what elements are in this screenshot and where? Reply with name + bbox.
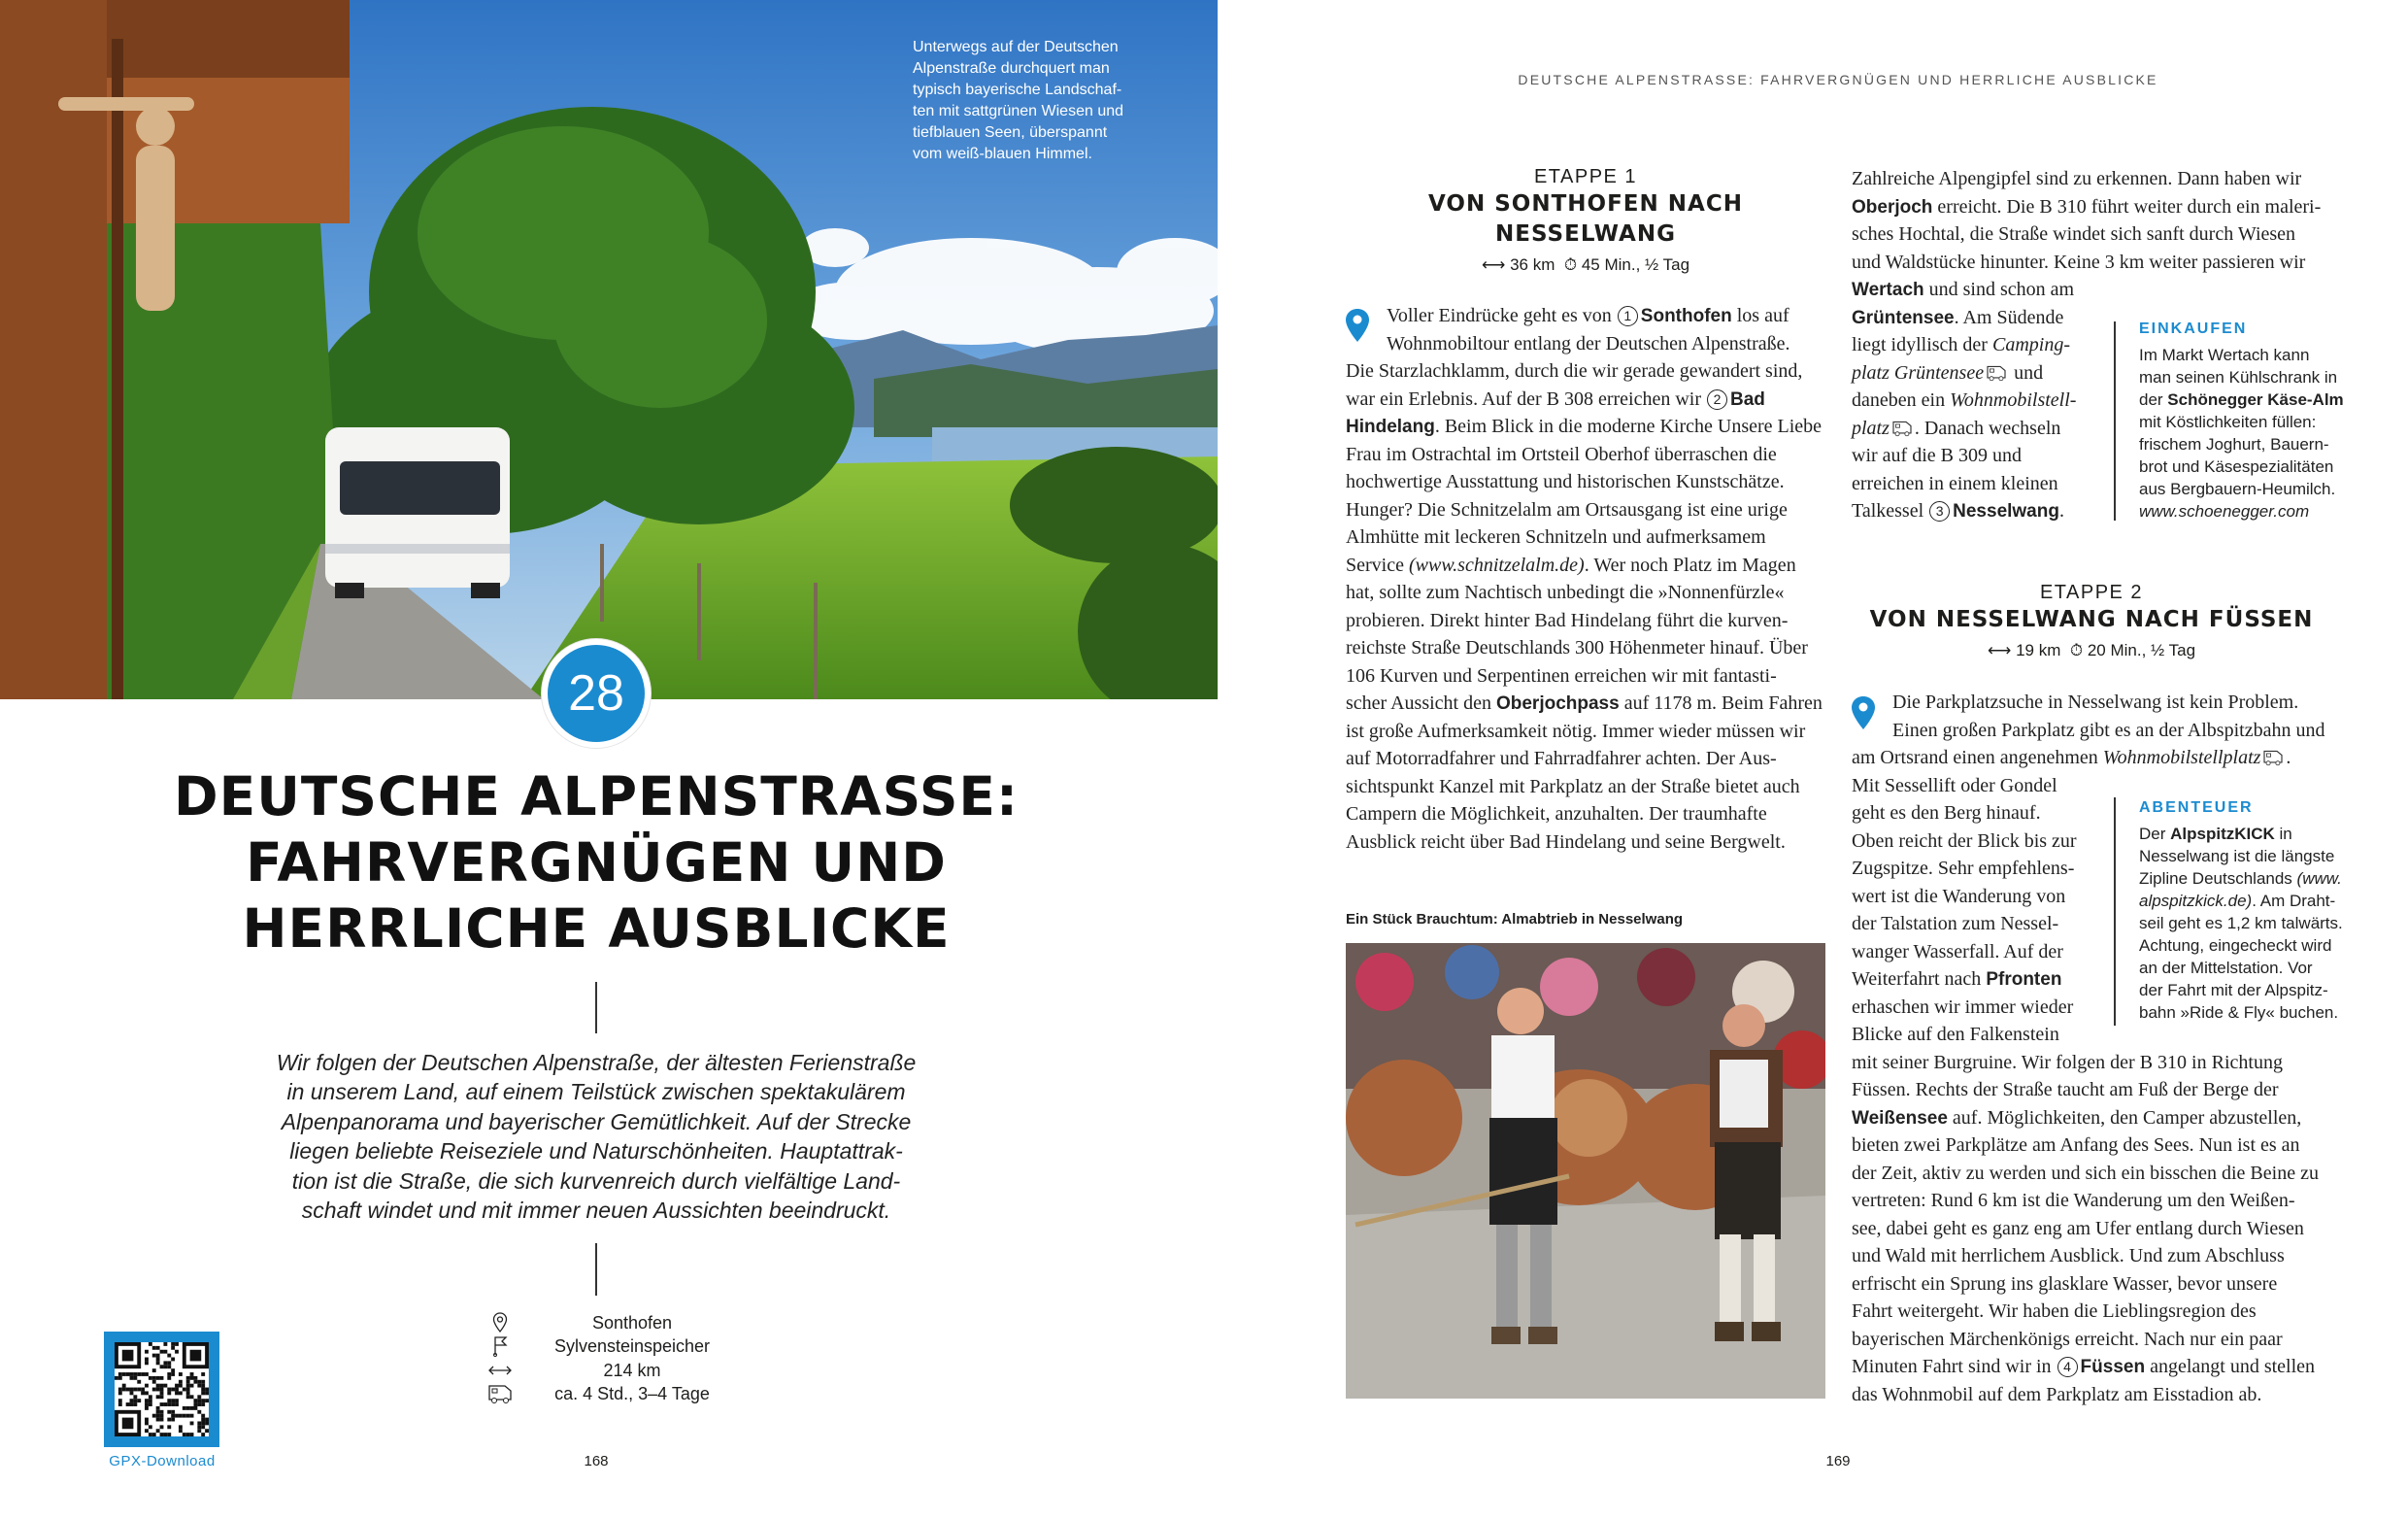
italic-text: platz <box>1852 417 1890 439</box>
intro-line: tion ist die Straße, die sich kurvenreich durch vielfältige Land- <box>291 1167 901 1194</box>
text-line <box>1852 193 2337 221</box>
text-run: Weiterfahrt nach <box>1852 968 1987 990</box>
text-line <box>1346 579 1831 607</box>
text-run: Einen großen Parkplatz gibt es an der Albspitzbahn und <box>1892 719 2325 741</box>
text-line <box>1346 607 1831 635</box>
text-line <box>1346 690 1831 718</box>
text-run: Zahlreiche Alpengipfel sind zu erkennen. Dann haben wir <box>1852 168 2302 189</box>
italic-text: Wohnmobilstell- <box>1950 389 2077 411</box>
bold-place-name: Hindelang <box>1346 417 1435 437</box>
text-run: bieten zwei Parkplätze am Anfang des Sees. Nun ist es an <box>1852 1134 2300 1156</box>
running-head: DEUTSCHE ALPENSTRASSE: FAHRVERGNÜGEN UND HERRLICHE AUSBLICKE <box>1518 72 2158 87</box>
text-run: Wohnmobiltour entlang der Deutschen Alpenstraße. <box>1387 332 1790 354</box>
title-line: HERRLICHE AUSBLICKE <box>242 897 951 960</box>
text-run: Hunger? Die Schnitzelalm am Ortsausgang ist eine urige <box>1346 498 1788 521</box>
text-line <box>1346 523 1831 552</box>
sidebar-shopping <box>2139 321 2343 523</box>
total-distance: 214 km <box>603 1360 661 1380</box>
text-run: . Danach wechseln <box>1914 417 2061 439</box>
text-run: reichste Straße Deutschlands 300 Höhenmeter hinauf. Über <box>1346 637 1808 658</box>
text-line <box>1346 745 1831 773</box>
photo-caption: Ein Stück Brauchtum: Almabtrieb in Nesselwang <box>1346 911 1684 928</box>
text-run: Service <box>1346 554 1409 576</box>
start-location: Sonthofen <box>591 1313 673 1333</box>
qr-code-pattern <box>115 1342 209 1436</box>
sidebar-heading: ABENTEUER <box>2139 799 2254 816</box>
text-line <box>1852 1104 2347 1132</box>
text-run: Campern die Möglichkeit, anzuhalten. Der traumhafte <box>1346 803 1767 825</box>
bold-place-name: Wertach <box>1852 280 1924 300</box>
text-run: . Am Draht- <box>2252 892 2336 910</box>
text-line <box>1852 744 2347 772</box>
text-run: erreicht. Die B 310 führt weiter durch ein maleri- <box>1932 195 2322 218</box>
text-run: der Zeit, aktiv zu werden und sich ein bisschen die Beine zu <box>1852 1162 2319 1184</box>
text-run: probieren. Direkt hinter Bad Hindelang führt die kurven- <box>1346 609 1789 631</box>
text-run: Blicke auf den Falkenstein <box>1852 1024 2059 1045</box>
text-line <box>1852 1021 2347 1049</box>
gpx-download-link[interactable]: GPX-Download <box>109 1453 216 1469</box>
text-run: der <box>2139 390 2168 409</box>
info-duration <box>485 1382 738 1405</box>
text-line <box>1852 1187 2347 1215</box>
text-line <box>2139 500 2343 523</box>
text-line <box>2139 344 2343 366</box>
text-line <box>1346 413 1831 441</box>
text-run: mit Köstlichkeiten füllen: <box>2139 413 2317 431</box>
text-run: wir auf die B 309 und <box>1852 445 2022 466</box>
italic-text: platz Grüntensee <box>1852 361 1985 384</box>
stop-number-marker: 1 <box>1618 306 1638 326</box>
text-line <box>1346 662 1831 691</box>
text-line <box>2139 823 2343 845</box>
text-line <box>1852 1381 2347 1409</box>
text-line <box>1346 496 1831 524</box>
etappe-1-text <box>1346 302 1831 856</box>
bold-place-name: Oberjoch <box>1852 196 1933 218</box>
italic-text: Wohnmobilstellplatz <box>2102 747 2261 768</box>
text-run: Zipline Deutschlands <box>2139 869 2297 888</box>
caption-line: typisch bayerische Landschaf- <box>913 82 1122 98</box>
bold-place-name: Grüntensee <box>1852 307 1955 328</box>
text-run: das Wohnmobil auf dem Parkplatz am Eisstadion ab. <box>1852 1383 2262 1405</box>
text-run: Mit Sessellift oder Gondel <box>1852 774 2057 796</box>
text-line <box>2139 456 2343 478</box>
text-line <box>2139 845 2343 867</box>
text-line <box>1852 1353 2347 1381</box>
text-line <box>2139 411 2343 433</box>
text-run: mit seiner Burgruine. Wir folgen der B 310 in Richtung <box>1852 1051 2283 1073</box>
text-line <box>1346 302 1831 330</box>
text-line <box>1852 1076 2347 1104</box>
etappe-heading: NESSELWANG <box>1495 221 1676 247</box>
text-line <box>1852 1326 2347 1354</box>
italic-text: (www. <box>2296 869 2342 888</box>
caption-line: Unterwegs auf der Deutschen <box>913 39 1119 55</box>
sidebar-divider <box>2114 321 2116 521</box>
text-line <box>1346 552 1831 580</box>
text-run: erhaschen wir immer wieder <box>1852 996 2074 1018</box>
italic-text: (www.schnitzelalm.de) <box>1408 554 1585 576</box>
etappe-distance: 36 km <box>1510 255 1555 274</box>
text-run: Voller Eindrücke geht es von <box>1387 305 1617 326</box>
etappe-2-text <box>1852 689 2347 1408</box>
tour-info <box>485 1311 738 1405</box>
text-line <box>1346 634 1831 662</box>
etappe-heading: VON SONTHOFEN NACH <box>1428 191 1743 217</box>
text-run: Nesselwang ist die längste <box>2139 847 2335 865</box>
text-line <box>1346 718 1831 746</box>
text-run: aus Bergbauern-Heumilch. <box>2139 480 2336 498</box>
text-run: Minuten Fahrt sind wir in <box>1852 1356 2057 1377</box>
text-run: in <box>2274 825 2292 843</box>
text-run: sches Hochtal, die Straße windet sich sanft durch Wiesen <box>1852 223 2296 245</box>
text-run: vertreten: Rund 6 km ist die Wanderung um den Weißen- <box>1852 1190 2295 1211</box>
text-line <box>1346 330 1831 358</box>
text-line <box>1852 1298 2347 1326</box>
text-run: . Wer noch Platz im Magen <box>1584 554 1796 576</box>
stopwatch-icon: ⏱ <box>1563 255 1578 274</box>
bold-place-name: Füssen <box>2080 1357 2146 1377</box>
intro-text <box>208 1048 985 1225</box>
divider <box>595 1243 597 1296</box>
text-run: daneben ein <box>1852 389 1951 411</box>
end-location: Sylvensteinspeicher <box>553 1336 711 1357</box>
text-line <box>1852 772 2347 800</box>
sidebar-divider <box>2114 797 2116 1026</box>
hero-photo-caption <box>913 37 1204 165</box>
text-run: und Wald mit herrlichem Ausblick. Und zum Abschluss <box>1852 1245 2285 1266</box>
text-run: der Fahrt mit der Alpspitz- <box>2139 981 2328 999</box>
text-run: . Beim Blick in die moderne Kirche Unsere Liebe <box>1434 416 1823 437</box>
text-run: . <box>2286 747 2291 768</box>
text-run: . <box>2058 500 2064 522</box>
text-run: auf Motorradfahrer und Fahrradfahrer achten. Der Aus- <box>1346 748 1777 769</box>
text-run: und Waldstücke hinunter. Keine 3 km weiter passieren wir <box>1852 251 2306 273</box>
text-run: der Talstation zum Nessel- <box>1852 913 2059 934</box>
text-line <box>1852 249 2337 277</box>
text-line <box>1852 1160 2347 1188</box>
stop-number-marker: 4 <box>2057 1357 2078 1377</box>
text-run: see, dabei geht es ganz eng am Ufer entlang durch Wiesen <box>1852 1217 2304 1239</box>
text-run: 106 Kurven und Serpentinen erreichen wir mit fantasti- <box>1346 664 1777 687</box>
etappe-label: ETAPPE 1 <box>1533 166 1638 187</box>
text-run: sichtspunkt Kanzel mit Parkplatz an der Straße bietet auch <box>1346 775 1800 797</box>
text-line <box>1852 1049 2347 1077</box>
page-number-left: 168 <box>584 1453 609 1469</box>
etappe-meta <box>1346 253 1825 277</box>
text-run: an der Mittelstation. Vor <box>2139 959 2313 977</box>
text-run: Der <box>2139 825 2171 843</box>
caption-line: tiefblauen Seen, überspannt <box>913 124 1108 141</box>
distance-arrow-icon: ⟷ <box>1481 255 1506 274</box>
text-run: bahn »Ride & Fly« buchen. <box>2139 1003 2339 1022</box>
text-run: Zugspitze. Sehr empfehlens- <box>1852 858 2075 879</box>
text-run: hat, sollte zum Nachtisch unbedingt die »Nonnenfürzle« <box>1346 582 1785 603</box>
text-line <box>1852 1270 2347 1299</box>
camper-van <box>325 427 510 598</box>
italic-text: www.schoenegger.com <box>2139 502 2310 521</box>
text-line <box>1346 357 1831 386</box>
text-line <box>1852 165 2337 193</box>
text-run: wanger Wasserfall. Auf der <box>1852 940 2063 962</box>
etappe-time: 20 Min., ½ Tag <box>2087 641 2196 659</box>
text-run: war ein Erlebnis. Auf der B 308 erreichen wir <box>1346 388 1706 410</box>
title-line: DEUTSCHE ALPENSTRASSE: <box>173 765 1019 827</box>
text-run: Fahrt weitergeht. Wir haben die Lieblingsregion des <box>1852 1300 2257 1322</box>
caption-line: vom weiß-blauen Himmel. <box>913 146 1092 162</box>
text-run: scher Aussicht den <box>1346 692 1496 714</box>
bold-place-name: Weißensee <box>1852 1107 1948 1129</box>
duration: ca. 4 Std., 3–4 Tage <box>554 1383 710 1403</box>
distance-arrow-icon: ⟷ <box>1987 641 2012 659</box>
text-run: Die Starzlachklamm, durch die wir gerade gewandert sind, <box>1346 360 1803 382</box>
text-line <box>1346 441 1831 469</box>
text-run: am Ortsrand einen angenehmen <box>1852 747 2103 768</box>
text-run: und sind schon am <box>1923 279 2075 300</box>
text-line <box>1852 689 2347 717</box>
etappe-label: ETAPPE 2 <box>2039 582 2144 603</box>
etappe-2-header <box>1852 580 2331 662</box>
campsite-icon <box>1986 364 2007 382</box>
text-run: auf. Möglichkeiten, den Camper abzustellen, <box>1947 1106 2302 1129</box>
text-line <box>2139 890 2343 912</box>
text-run: frischem Joghurt, Bauern- <box>2139 435 2329 454</box>
location-pin-icon <box>485 1311 515 1334</box>
text-line <box>2139 979 2343 1001</box>
text-line <box>1852 220 2337 249</box>
stop-number-marker: 2 <box>1707 389 1727 410</box>
intro-line: Wir folgen der Deutschen Alpenstraße, der ältesten Ferienstraße <box>276 1050 917 1075</box>
text-run: wert ist die Wanderung von <box>1852 885 2066 907</box>
text-run: Talkessel <box>1852 500 1929 522</box>
info-end <box>485 1334 738 1358</box>
text-line <box>2139 478 2343 500</box>
text-run: Oben reicht der Blick bis zur <box>1852 829 2077 852</box>
chapter-title <box>111 763 1082 962</box>
stopwatch-icon: ⏱ <box>2069 641 2084 659</box>
text-run: erfrischt ein Sprung ins glasklare Wasser, bevor unsere <box>1852 1272 2278 1295</box>
text-line <box>1852 717 2347 745</box>
text-line <box>2139 1001 2343 1024</box>
intro-line: schaft windet und mit immer neuen Aussichten beeindruckt. <box>301 1198 891 1224</box>
text-run: und <box>2009 361 2044 384</box>
finish-flag-icon <box>485 1334 515 1358</box>
text-run: Die Parkplatzsuche in Nesselwang ist kein Problem. <box>1892 692 2299 713</box>
text-run: . Am Südende <box>1954 306 2064 328</box>
text-run: man seinen Kühlschrank in <box>2139 368 2338 387</box>
text-line <box>2139 912 2343 934</box>
text-line <box>2139 433 2343 456</box>
text-line <box>1852 1131 2347 1160</box>
text-line <box>2139 388 2343 411</box>
text-run: liegt idyllisch der <box>1852 334 1992 355</box>
gpx-qr-code[interactable] <box>104 1332 219 1447</box>
text-line <box>1852 1242 2347 1270</box>
text-line <box>1346 386 1831 414</box>
bold-place-name: Bad <box>1730 388 1765 410</box>
bold-place-name: AlpspitzKICK <box>2170 825 2275 843</box>
tour-number-badge <box>542 639 651 748</box>
bold-place-name: Schönegger Käse-Alm <box>2167 390 2344 409</box>
text-line <box>1852 1215 2347 1243</box>
info-start <box>485 1311 738 1334</box>
text-run: los auf <box>1731 305 1789 326</box>
text-line <box>2139 957 2343 979</box>
intro-line: liegen beliebte Reiseziele und Naturschönheiten. Hauptattrak- <box>289 1138 903 1165</box>
text-run: erreichen in einem kleinen <box>1852 472 2058 494</box>
caption-line: ten mit sattgrünen Wiesen und <box>913 103 1124 119</box>
info-distance <box>485 1359 738 1382</box>
text-line <box>2139 934 2343 957</box>
intro-line: Alpenpanorama und bayerischer Gemütlichkeit. Auf der Strecke <box>281 1108 912 1134</box>
text-line <box>1346 800 1831 828</box>
bold-place-name: Pfronten <box>1986 969 2062 990</box>
text-run: ist große Aufmerksamkeit nötig. Immer wieder müssen wir <box>1346 720 1806 742</box>
text-line <box>1346 773 1831 801</box>
text-run: Ausblick reicht über Bad Hindelang und seine Bergwelt. <box>1346 830 1786 853</box>
italic-text: Camping- <box>1991 334 2070 355</box>
text-run: Füssen. Rechts der Straße taucht am Fuß der Berge der <box>1852 1079 2279 1100</box>
sidebar-adventure <box>2139 799 2343 1024</box>
text-run: seil geht es 1,2 km talwärts. <box>2139 914 2343 932</box>
text-run: bayerischen Märchenkönigs erreicht. Nach nur ein paar <box>1852 1328 2283 1350</box>
text-line <box>1346 828 1831 857</box>
caption-line: Alpenstraße durchquert man <box>913 60 1110 77</box>
text-run: hochwertige Ausstattung und historischen Kunstschätze. <box>1346 471 1785 492</box>
etappe-distance: 19 km <box>2016 641 2061 659</box>
stop-number-marker: 3 <box>1929 501 1950 522</box>
text-line <box>2139 366 2343 388</box>
photo-cattle-drive <box>1346 943 1825 1399</box>
page-number-right: 169 <box>1825 1453 1851 1469</box>
text-line <box>2139 867 2343 890</box>
text-run: Achtung, eingecheckt wird <box>2139 936 2332 955</box>
etappe-meta <box>1852 639 2331 662</box>
text-run: Im Markt Wertach kann <box>2139 346 2310 364</box>
text-line <box>1346 468 1831 496</box>
bold-place-name: Oberjochpass <box>1495 693 1620 714</box>
text-run: brot und Käsespezialitäten <box>2139 457 2334 476</box>
camper-parking-icon <box>1891 420 1913 437</box>
italic-text: alpspitzkick.de) <box>2139 892 2253 910</box>
text-run: geht es den Berg hinauf. <box>1852 802 2041 824</box>
camper-parking-icon <box>2262 749 2284 766</box>
etappe-heading: VON NESSELWANG NACH FÜSSEN <box>1869 607 2314 632</box>
camper-icon <box>485 1382 515 1405</box>
text-line <box>1852 276 2337 304</box>
divider <box>595 982 597 1033</box>
sidebar-heading: EINKAUFEN <box>2139 321 2248 337</box>
text-run: auf 1178 m. Beim Fahren <box>1619 692 1823 714</box>
text-run: Almhütte mit leckeren Schnitzeln und aufmerksamem <box>1346 526 1766 548</box>
distance-arrow-icon <box>485 1359 515 1382</box>
text-run: angelangt und stellen <box>2145 1356 2316 1377</box>
etappe-1-header <box>1346 164 1825 277</box>
bold-place-name: Nesselwang <box>1953 501 2059 522</box>
etappe-time: 45 Min., ½ Tag <box>1581 255 1690 274</box>
text-run: Frau im Ostrachtal im Ortsteil Oberhof überraschen die <box>1346 443 1777 465</box>
tour-number: 28 <box>568 665 624 722</box>
sidebar-text <box>2139 823 2343 1024</box>
intro-line: in unserem Land, auf einem Teilstück zwischen spektakulärem <box>286 1079 906 1105</box>
title-line: FAHRVERGNÜGEN UND <box>246 831 947 894</box>
bold-place-name: Sonthofen <box>1640 306 1732 326</box>
sidebar-text <box>2139 344 2343 523</box>
